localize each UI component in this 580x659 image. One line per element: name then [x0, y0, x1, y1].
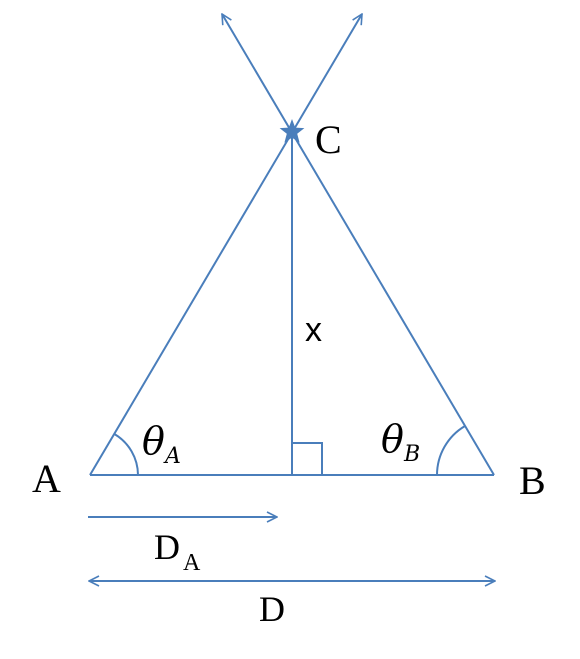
distance-total-label: D — [259, 589, 285, 629]
point-label-b: B — [519, 458, 546, 503]
right-angle-square-icon — [292, 443, 322, 475]
ray-from-a — [90, 14, 362, 475]
distance-a-label: D A — [154, 527, 201, 576]
angle-arc-b — [437, 426, 465, 475]
angle-label-a: θ A — [142, 419, 181, 469]
ray-from-b — [222, 14, 494, 475]
angle-label-b: θ B — [381, 417, 421, 467]
point-label-a: A — [32, 456, 61, 501]
height-label-x: x — [305, 311, 322, 349]
point-label-c: C — [315, 117, 342, 162]
angle-arc-a — [114, 434, 138, 475]
